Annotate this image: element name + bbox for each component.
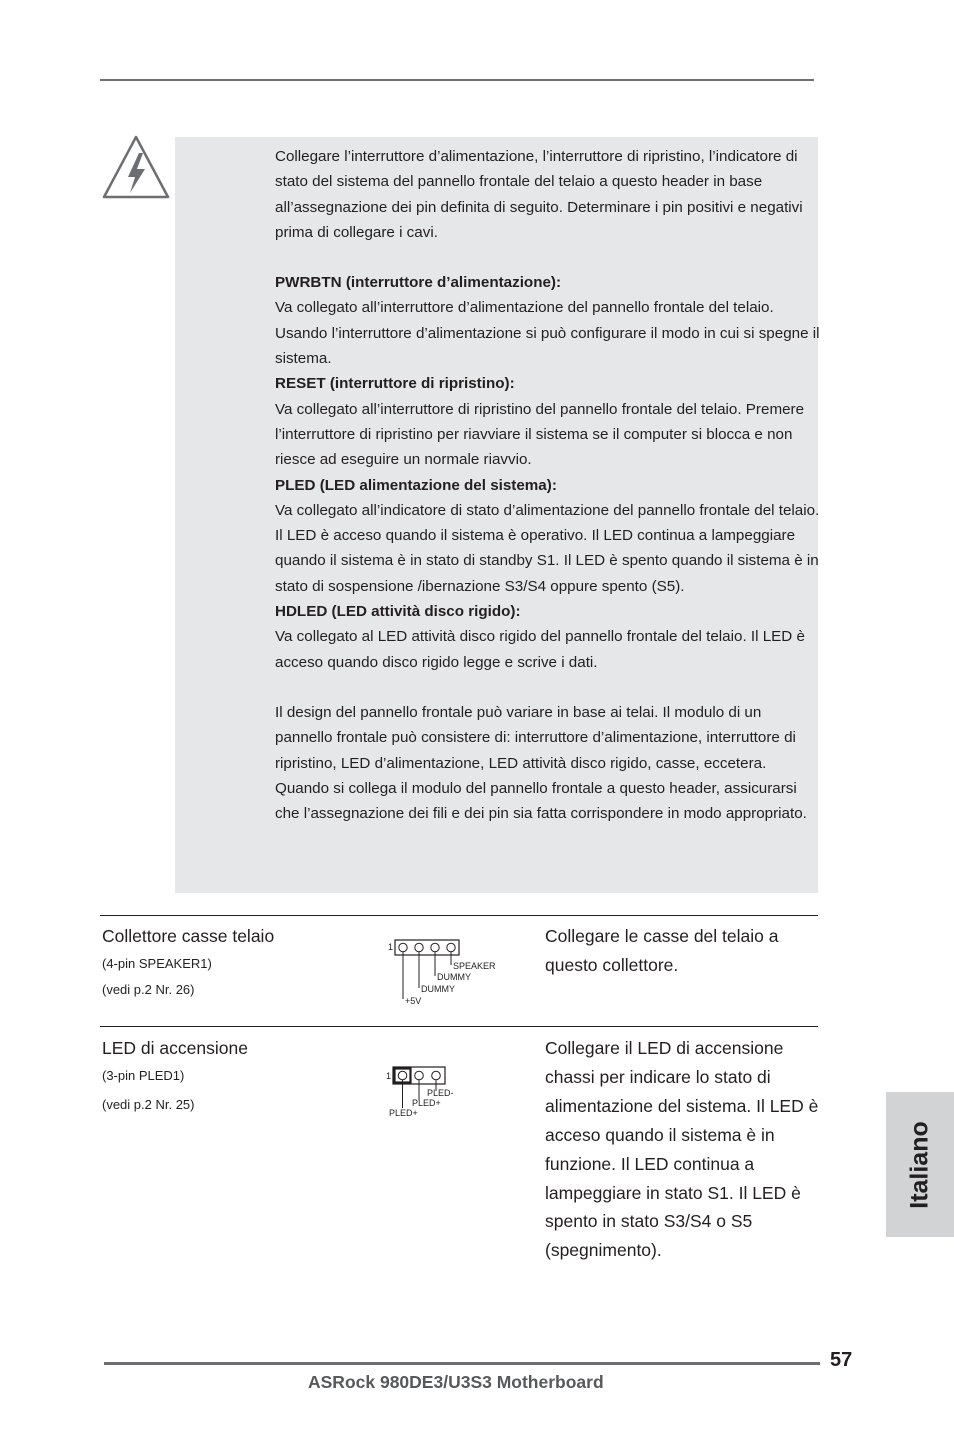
reset-text: Va collegato all’interruttore di ripristino del pannello frontale del telaio. Premere l’interruttore di ripristino per riavviare il sistema se il computer si blocca e non riesce ad eseguire un normale riavvio. <box>275 400 805 469</box>
speaker-section-rule <box>100 915 818 916</box>
speaker-pin: (4-pin SPEAKER1) <box>102 956 212 971</box>
note-text <box>275 144 820 826</box>
pled-label-plus-2: PLED+ <box>389 1108 418 1118</box>
footer-title: ASRock 980DE3/U3S3 Motherboard <box>308 1372 604 1392</box>
pwrbtn-text: Va collegato all’interruttore d’alimentazione del pannello frontale del telaio. Usando l’interruttore d’alimentazione si può configurare il modo in cui si spegne il sistema. <box>275 299 820 368</box>
pled-label-plus-1: PLED+ <box>412 1098 441 1108</box>
speaker-pin1-label: 1 <box>388 942 394 952</box>
speaker-label-5v: +5V <box>405 996 422 1006</box>
note-intro: Collegare l’interruttore d’alimentazione, l’interruttore di ripristino, l’indicatore di stato del sistema del pannello frontale del telaio a questo header in base all’assegnazione dei pin definita di seguito. Determinare i pin positivi e negativi prima di collegare i cavi. <box>275 148 803 241</box>
hdled-text: Va collegato al LED attività disco rigido del pannello frontale del telaio. Il LED è acceso quando disco rigido legge e scrive i dati. <box>275 628 805 671</box>
pled-description: Collegare il LED di accensione chassi per indicare lo stato di alimentazione del sistema. Il LED è acceso quando il sistema è in funzione. Il LED continua a lampeggiare in stato S1. Il LED è spento in stato S3/S4 o S5 (spegnimento). <box>545 1038 819 1261</box>
speaker-description: Collegare le casse del telaio a questo collettore. <box>545 926 779 975</box>
speaker-label-dummy-2: DUMMY <box>421 984 455 994</box>
pled-pin1-label: 1 <box>386 1071 392 1081</box>
pled-title: LED di accensione <box>102 1038 248 1058</box>
language-side-tab <box>886 1092 954 1237</box>
speaker-header-diagram <box>385 935 500 1007</box>
language-side-tab-label: Italiano <box>905 1120 934 1209</box>
pled-label-minus: PLED- <box>427 1088 454 1098</box>
note-outro: Il design del pannello frontale può variare in base ai telai. Il modulo di un pannello frontale può consistere di: interruttore d’alimentazione, interruttore di ripristino, LED d’alimentazione, LED attività disco rigido, casse, eccetera. Quando si collega il modulo del pannello frontale a questo header, assicurarsi che l’assegnazione dei fili e dei pin sia fatta corrispondere in modo appropriato. <box>275 703 807 823</box>
pled-ref: (vedi p.2 Nr. 25) <box>102 1097 195 1112</box>
speaker-label-speaker: SPEAKER <box>453 961 496 971</box>
pled-text: Va collegato all’indicatore di stato d’alimentazione del pannello frontale del telaio. Il LED è acceso quando il sistema è operativo. Il LED continua a lampeggiare quando il sistema è in stato di standby S1. Il LED è spento quando il sistema è in stato di sospensione /ibernazione S3/S4 oppure spento (S5). <box>275 501 820 595</box>
pled-header-diagram <box>385 1063 470 1123</box>
page-number: 57 <box>830 1349 853 1371</box>
pwrbtn-heading: PWRBTN (interruttore d’alimentazione): <box>275 274 562 292</box>
warning-icon <box>100 133 172 203</box>
pled-section-rule <box>100 1026 818 1027</box>
speaker-label-dummy-1: DUMMY <box>437 972 471 982</box>
speaker-ref: (vedi p.2 Nr. 26) <box>102 982 195 997</box>
pled-heading: PLED (LED alimentazione del sistema): <box>275 476 557 494</box>
speaker-title: Collettore casse telaio <box>102 926 275 946</box>
bottom-rule <box>104 1362 820 1365</box>
reset-heading: RESET (interruttore di ripristino): <box>275 375 515 393</box>
pled-pin: (3-pin PLED1) <box>102 1068 185 1083</box>
top-rule <box>100 79 814 81</box>
hdled-heading: HDLED (LED attività disco rigido): <box>275 603 521 621</box>
